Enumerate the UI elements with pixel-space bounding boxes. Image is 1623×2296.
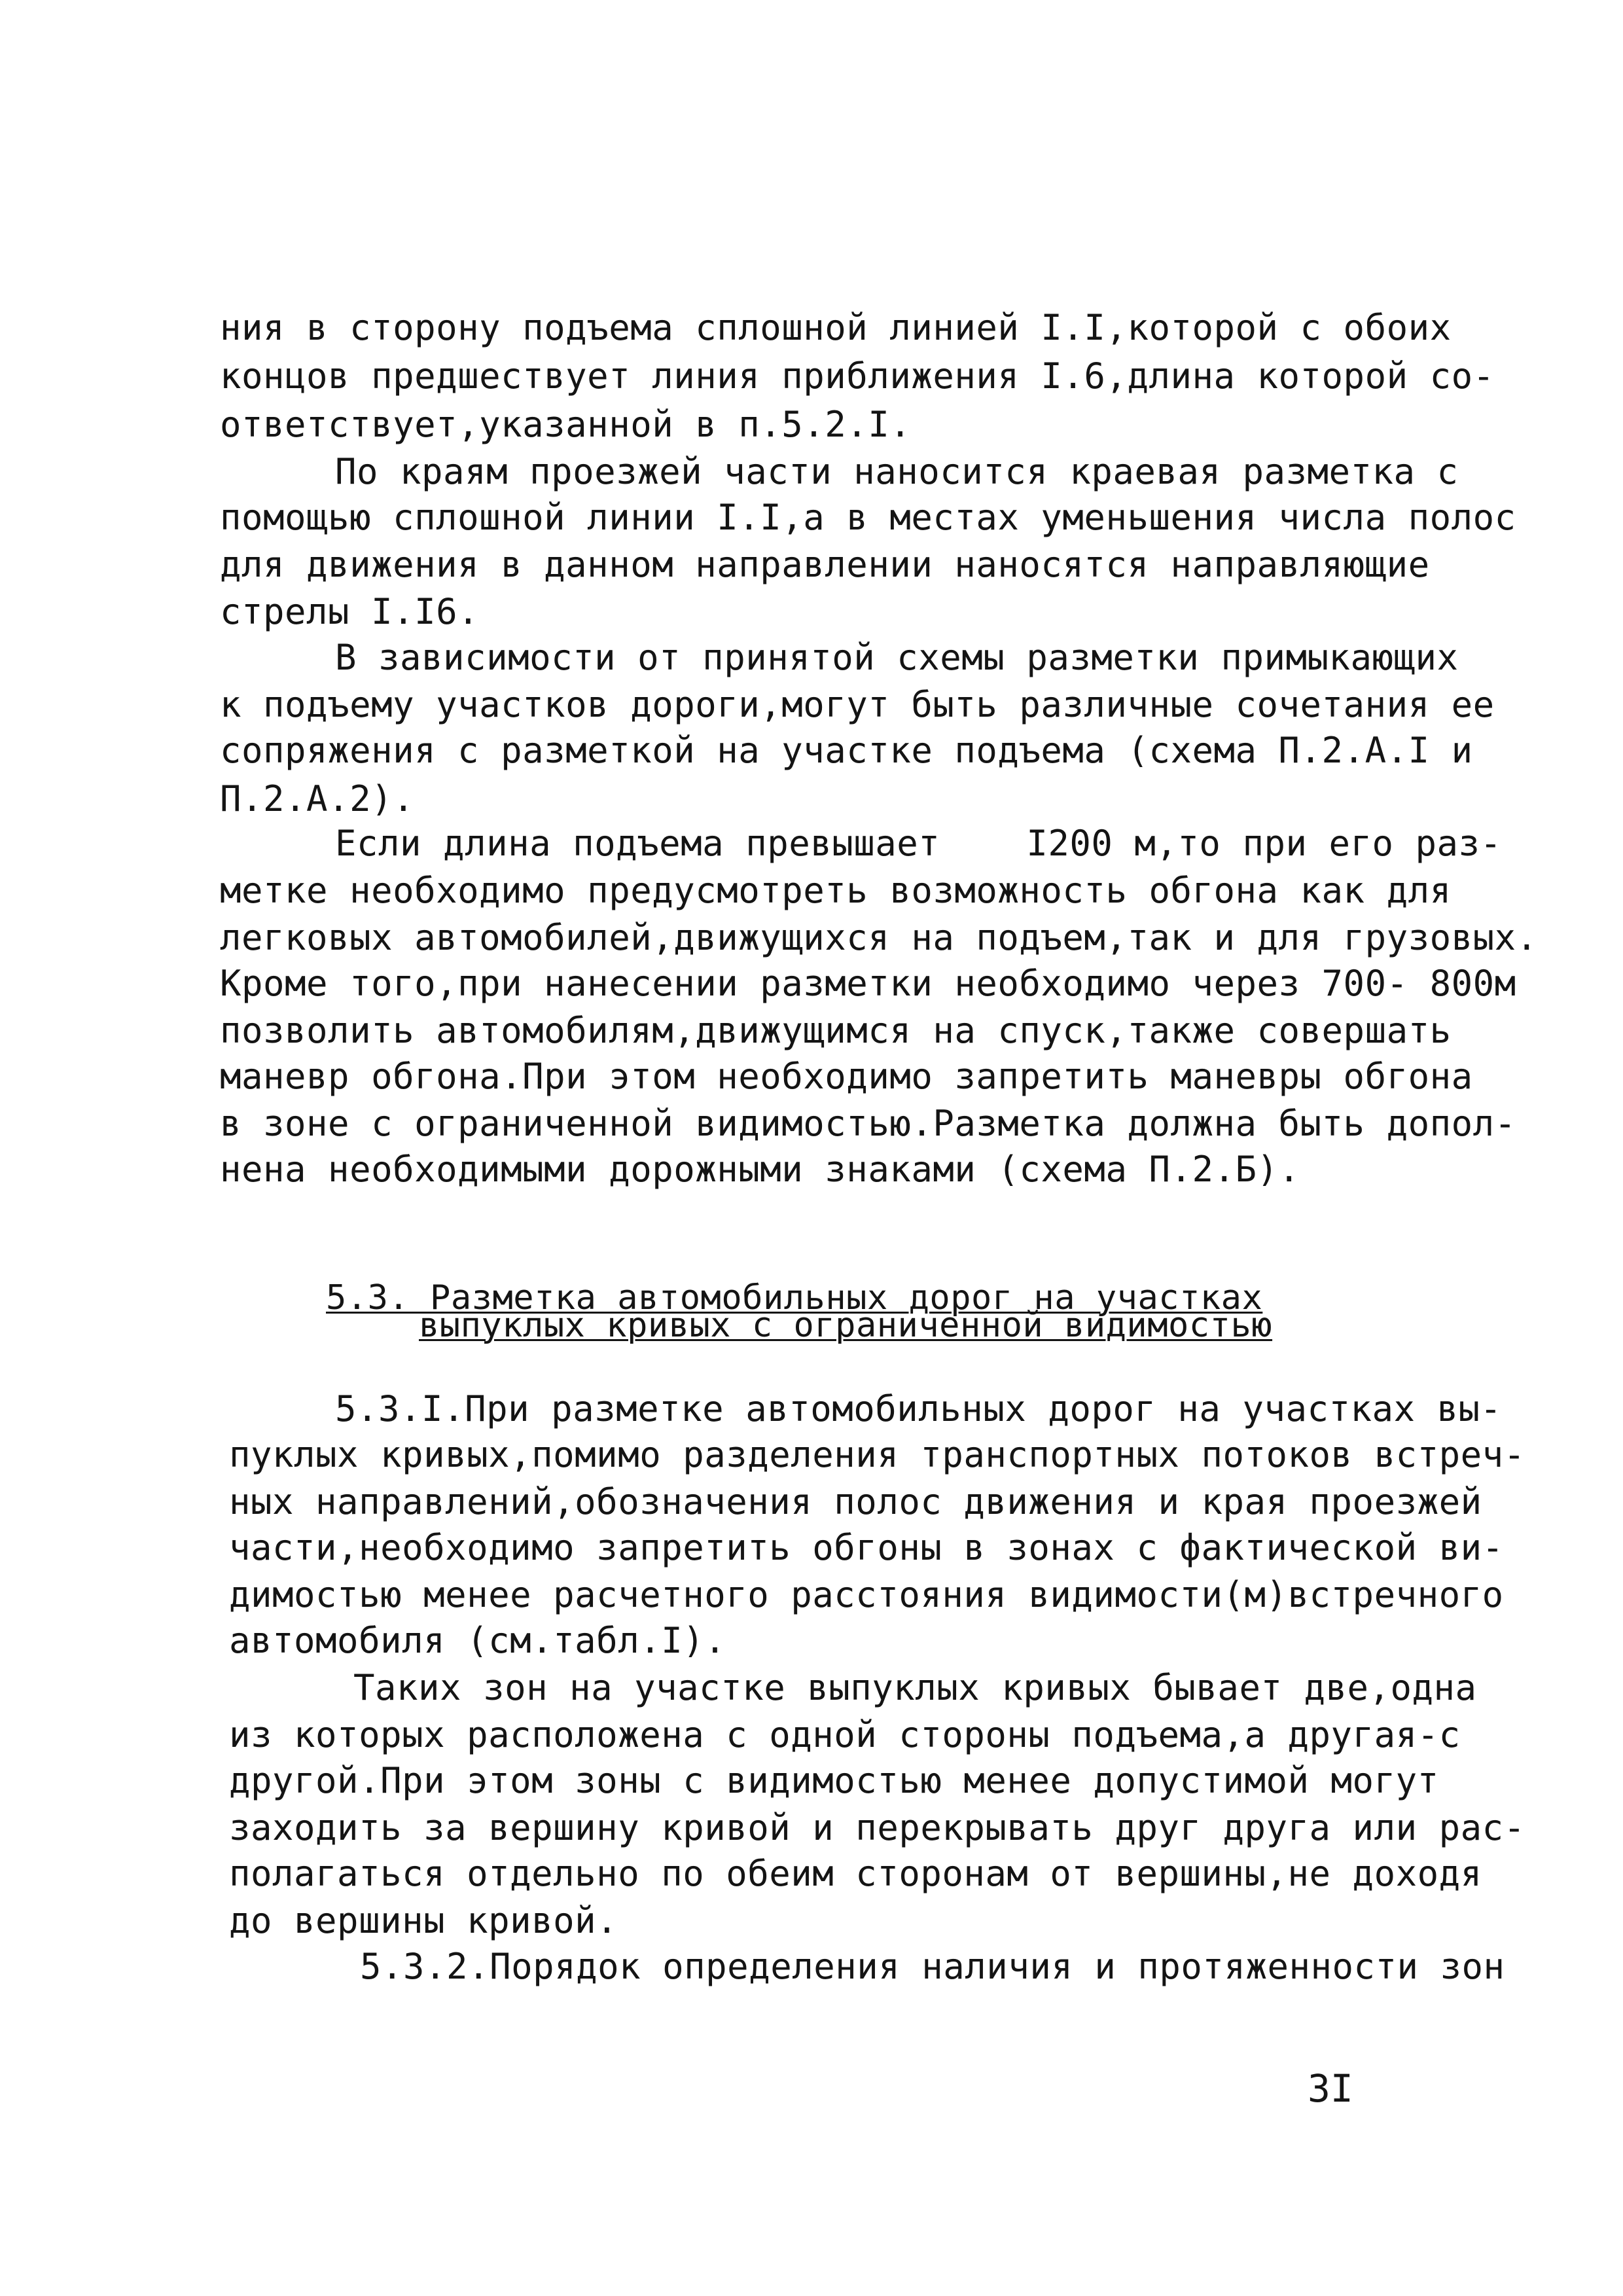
page-number: 3I [1308,2066,1353,2111]
paragraph-start-line: 5.3.2.Порядок определения наличия и протяженности зон [360,1946,1505,1987]
text-line: димостью менее расчетного расстояния видимости(м)встречного [229,1574,1504,1615]
text-line: части,необходимо запретить обгоны в зонах с фактической ви- [229,1527,1504,1568]
text-line: заходить за вершину кривой и перекрывать друг друга или рас- [229,1807,1525,1848]
text-line: позволить автомобилям,движущимся на спуск,также совершать [220,1010,1452,1051]
paragraph-start-line: В зависимости от принятой схемы разметки примыкающих [335,637,1459,678]
text-line: Кроме того,при нанесении разметки необходимо через 700- 800м [220,963,1516,1004]
text-line: к подъему участков дороги,могут быть различные сочетания ее [220,684,1495,725]
text-line: маневр обгона.При этом необходимо запретить маневры обгона [220,1056,1473,1097]
text-line: нена необходимыми дорожными знаками (схема П.2.Б). [220,1149,1300,1190]
text-line: метке необходимо предусмотреть возможность обгона как для [220,870,1452,911]
text-line: ных направлений,обозначения полос движения и края проезжей [229,1481,1482,1522]
text-line: в зоне с ограниченной видимостью.Разметка должна быть допол- [220,1103,1516,1144]
paragraph-start-line: Если длина подъема превышает I200 м,то при его раз- [335,823,1502,864]
text-line: концов предшествует линия приближения I.6,длина которой со- [220,355,1495,397]
text-line: помощью сплошной линии I.I,а в местах уменьшения числа полос [220,497,1516,538]
paragraph-start-line: 5.3.I.При разметке автомобильных дорог на участках вы- [335,1388,1502,1429]
text-line: пуклых кривых,помимо разделения транспортных потоков встреч- [229,1434,1525,1475]
text-line: полагаться отдельно по обеим сторонам от вершины,не доходя [229,1853,1482,1894]
text-line: для движения в данном направлении наносятся направляющие [220,544,1430,585]
text-line: стрелы I.I6. [220,591,480,632]
text-line: ния в сторону подъема сплошной линией I.I,которой с обоих [220,307,1452,348]
text-line: ответствует,указанной в п.5.2.I. [220,404,912,445]
text-line: П.2.А.2). [220,778,415,819]
text-line: сопряжения с разметкой на участке подъема (схема П.2.А.I и [220,730,1473,771]
paragraph-start-line: Таких зон на участке выпуклых кривых бывает две,одна [353,1667,1477,1708]
text-line: легковых автомобилей,движущихся на подъем,так и для грузовых. [220,917,1538,958]
section-heading-line-2: выпуклых кривых с ограниченной видимостью [419,1306,1273,1345]
paragraph-start-line: По краям проезжей части наносится краевая разметка с [335,451,1459,492]
text-line: до вершины кривой. [229,1900,618,1941]
section-heading-line-1: 5.3. Разметка автомобильных дорог на участках [326,1278,1263,1318]
text-line: другой.При этом зоны с видимостью менее допустимой могут [229,1760,1439,1801]
text-line: автомобиля (см.табл.I). [229,1620,726,1661]
text-line: из которых расположена с одной стороны подъема,а другая-с [229,1714,1461,1755]
